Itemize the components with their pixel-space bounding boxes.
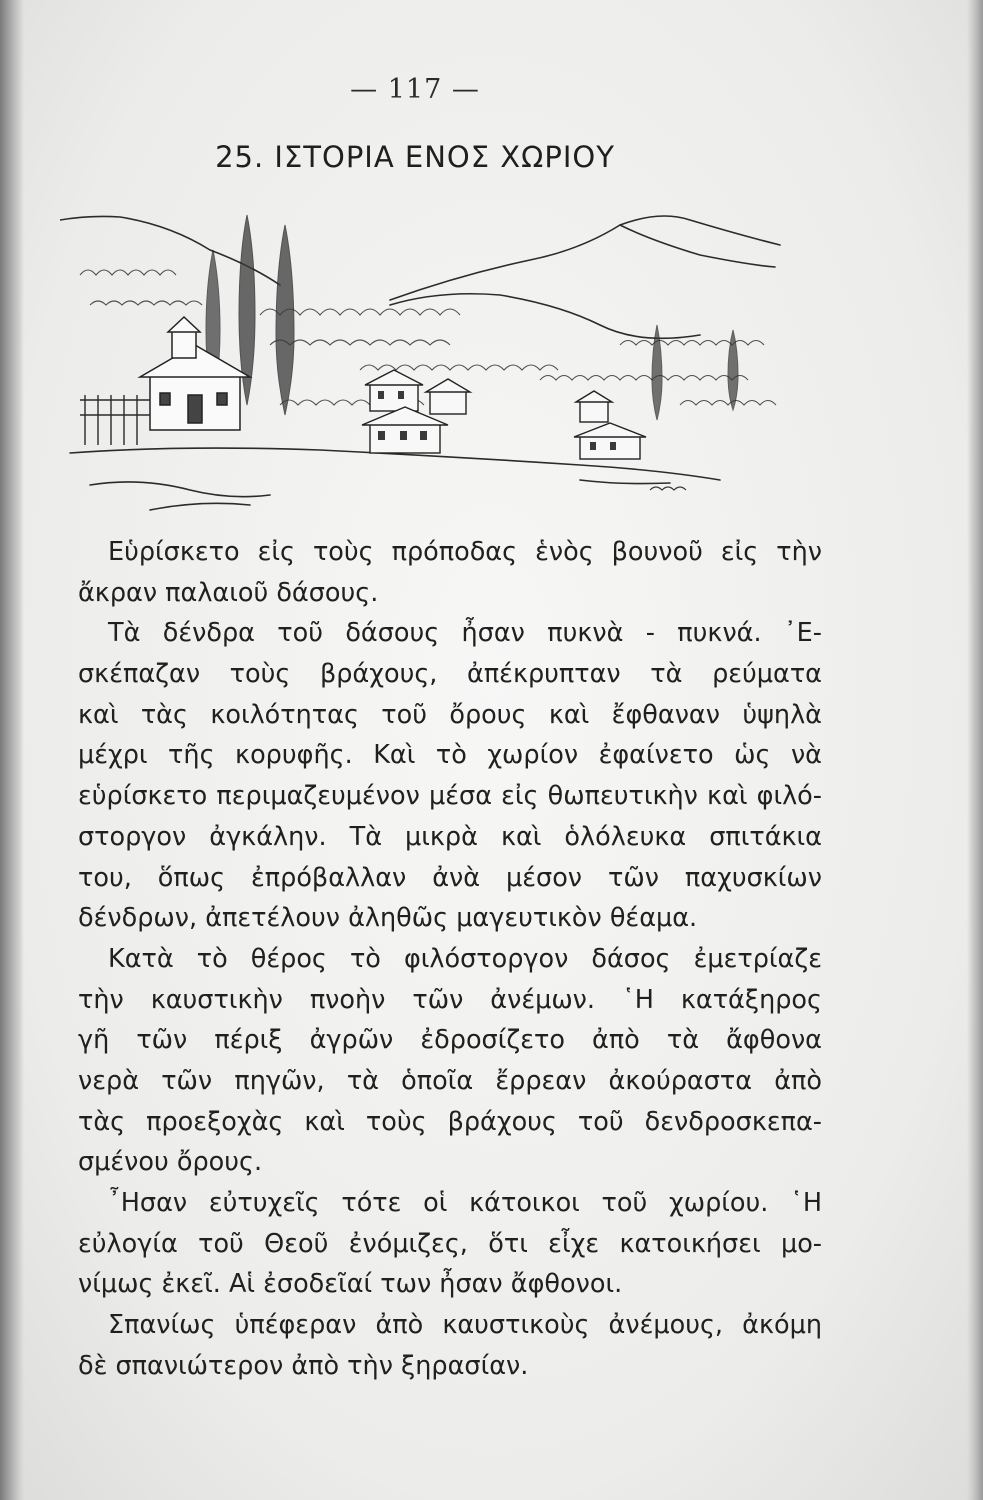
binding-gutter: [0, 0, 24, 1500]
text-line: στοργον ἀγκάλην. Τὰ μικρὰ καὶ ὁλόλευκα σπιτάκια: [78, 821, 822, 852]
house: [370, 383, 418, 411]
paragraph: [78, 1183, 822, 1305]
text-line: δὲ σπανιώτερον ἀπὸ τὴν ξηρασίαν.: [78, 1350, 529, 1381]
text-line: του, ὅπως ἐπρόβαλλαν ἀνὰ μέσον τῶν παχυσκίων: [78, 862, 822, 893]
chapter-title: 25. ΙΣΤΟΡΙΑ ΕΝΟΣ ΧΩΡΙΟΥ: [215, 140, 615, 174]
page-number: — 117 —: [350, 74, 480, 105]
text-line: Τὰ δένδρα τοῦ δάσους ἦσαν πυκνὰ - πυκνά. ᾿Ε-: [108, 618, 822, 649]
text-line: Σπανίως ὑπέφεραν ἀπὸ καυστικοὺς ἀνέμους, ἀκόμη: [108, 1310, 822, 1341]
text-line: τὴν καυστικὴν πνοὴν τῶν ἀνέμων. ῾Η κατάξηρος: [78, 984, 822, 1015]
village-illustration: [60, 195, 800, 525]
text-line: ῏Ησαν εὐτυχεῖς τότε οἱ κάτοικοι τοῦ χωρίου. ῾Η: [108, 1188, 822, 1218]
text-line: γῆ τῶν πέριξ ἀγρῶν ἐδροσίζετο ἀπὸ τὰ ἄφθονα: [78, 1025, 822, 1056]
paragraph: [78, 939, 822, 1183]
text-line: μέχρι τῆς κορυφῆς. Καὶ τὸ χωρίον ἐφαίνετο ὡς νὰ: [78, 740, 822, 771]
text-line: δένδρων, ἀπετέλουν ἀληθῶς μαγευτικὸν θέαμα.: [78, 903, 698, 934]
text-line: Κατὰ τὸ θέρος τὸ φιλόστοργον δάσος ἐμετρίαζε: [108, 943, 822, 974]
paragraph: [78, 532, 822, 613]
text-line: νίμως ἐκεῖ. Αἱ ἐσοδεῖαί των ἦσαν ἄφθονοι.: [78, 1269, 623, 1300]
text-line: σκέπαζαν τοὺς βράχους, ἀπέκρυπταν τὰ ρεύματα: [78, 659, 822, 690]
text-line: Εὑρίσκετο εἰς τοὺς πρόποδας ἑνὸς βουνοῦ εἰς τὴν: [108, 537, 822, 567]
cypress-tree: [276, 225, 294, 415]
page-edge: [967, 0, 983, 1500]
story-text: [78, 532, 822, 1386]
text-line: ἄκραν παλαιοῦ δάσους.: [78, 577, 379, 608]
text-line: καὶ τὰς κοιλότητας τοῦ ὄρους καὶ ἔφθαναν ὑψηλὰ: [78, 699, 822, 730]
paragraph: [78, 1305, 822, 1386]
text-line: εὑρίσκετο περιμαζευμένον μέσα εἰς θωπευτικὴν καὶ φιλό-: [78, 781, 822, 812]
text-line: τὰς προεξοχὰς καὶ τοὺς βράχους τοῦ δενδροσκεπα-: [78, 1106, 822, 1137]
cypress-tree: [652, 325, 662, 420]
mountain-line: [390, 216, 780, 300]
text-line: νερὰ τῶν πηγῶν, τὰ ὁποῖα ἔρρεαν ἀκούραστα ἀπὸ: [78, 1065, 822, 1096]
house: [580, 400, 608, 422]
text-line: εὐλογία τοῦ Θεοῦ ἐνόμιζες, ὅτι εἶχε κατοικήσει μο-: [78, 1228, 822, 1259]
house: [430, 390, 466, 414]
paragraph: [78, 613, 822, 939]
text-line: σμένου ὄρους.: [78, 1147, 263, 1178]
